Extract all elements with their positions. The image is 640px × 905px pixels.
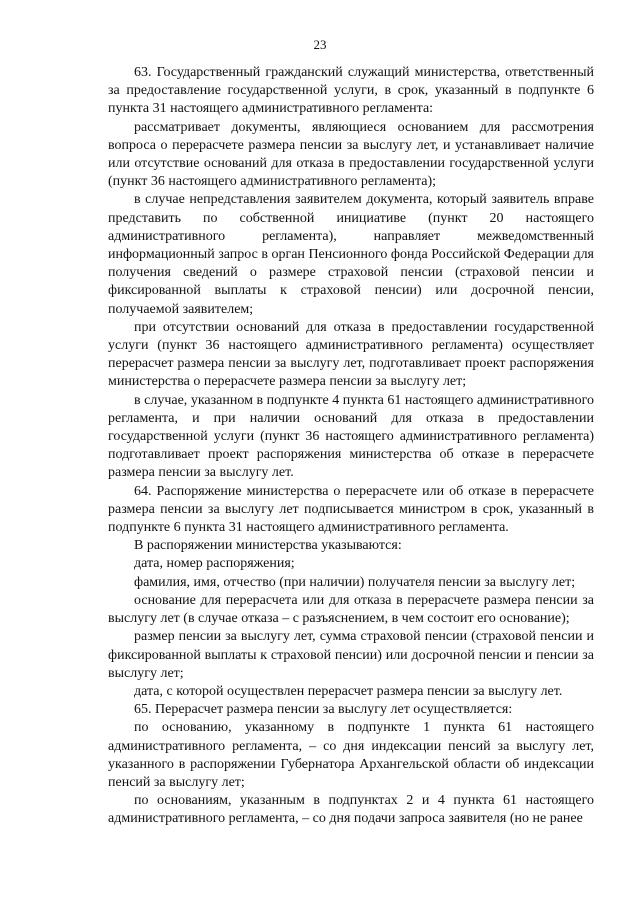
paragraph-64-intro: В распоряжении министерства указываются: — [134, 538, 402, 554]
paragraph-65: 65. Перерасчет размера пенсии за выслугу лет осуществляется: — [134, 702, 513, 718]
paragraph-63-item-request: в случае непредставления заявителем документа, который заявитель вправе представить по собственной инициативе (пункт 20 настоящего административного регламента), направляет межведомственный информационный запрос в орган Пенсионного фонда Российской Федерации для получения сведений о размере страховой пенсии (страховой пенсии и фиксированной выплаты к страховой пенсии) или досрочной пенсии, получаемой заявителем; — [108, 192, 594, 317]
paragraph-63-item-recalculation: при отсутствии оснований для отказа в предоставлении государственной услуги (пункт 36 настоящего административного регламента) осуществляет перерасчет размера пенсии за выслугу лет, подготавливает проект распоряжения министерства о перерасчете размера пенсии за выслугу лет; — [108, 319, 594, 390]
paragraph-63-item-review: рассматривает документы, являющиеся основанием для рассмотрения вопроса о перерасчете размера пенсии за выслугу лет, и устанавливает наличие или отсутствие оснований для отказа в предоставлении государственной услуги (пункт 36 настоящего административного регламента); — [108, 119, 594, 190]
paragraph-65-item-request-date: по основаниям, указанным в подпунктах 2 и 4 пункта 61 настоящего административного регламента, – со дня подачи запроса заявителя (но не ранее — [108, 793, 594, 827]
paragraph-63-item-refusal: в случае, указанном в подпункте 4 пункта 61 настоящего административного регламента, и при наличии оснований для отказа в предоставлении государственной услуги (пункт 36 настоящего административного регламента) подготавливает проект распоряжения министерства об отказе в перерасчете размера пенсии за выслугу лет. — [108, 392, 594, 481]
paragraph-65-item-indexation: по основанию, указанному в подпункте 1 пункта 61 настоящего административного регламента, – со дня индексации пенсий за выслугу лет, указанного в распоряжении Губернатора Архангельской области об индексации пенсий за выслугу лет; — [108, 720, 594, 790]
paragraph-64-item-basis: основание для перерасчета или для отказа в перерасчете размера пенсии за выслугу лет (в случае отказа – с разъяснением, в чем состоит его основание); — [108, 592, 594, 627]
paragraph-64-item-name: фамилия, имя, отчество (при наличии) получателя пенсии за выслугу лет; — [134, 574, 576, 590]
paragraph-64: 64. Распоряжение министерства о перерасчете или об отказе в перерасчете размера пенсии за выслугу лет подписывается министром в срок, указанный в подпункте 6 пункта 31 настоящего административного регламента. — [108, 483, 594, 536]
paragraph-63: 63. Государственный гражданский служащий министерства, ответственный за предоставление государственной услуги, в срок, указанный в подпункте 6 пункта 31 настоящего административного регламента: — [108, 65, 594, 117]
paragraph-64-item-effective-date: дата, с которой осуществлен перерасчет размера пенсии за выслугу лет. — [134, 683, 563, 699]
page-number: 23 — [313, 37, 327, 52]
document-body — [108, 64, 594, 829]
paragraph-64-item-date: дата, номер распоряжения; — [134, 556, 295, 572]
paragraph-64-item-amount: размер пенсии за выслугу лет, сумма страховой пенсии (страховой пенсии и фиксированной выплаты к страховой пенсии) или досрочной пенсии и пенсии за выслугу лет; — [108, 629, 594, 681]
